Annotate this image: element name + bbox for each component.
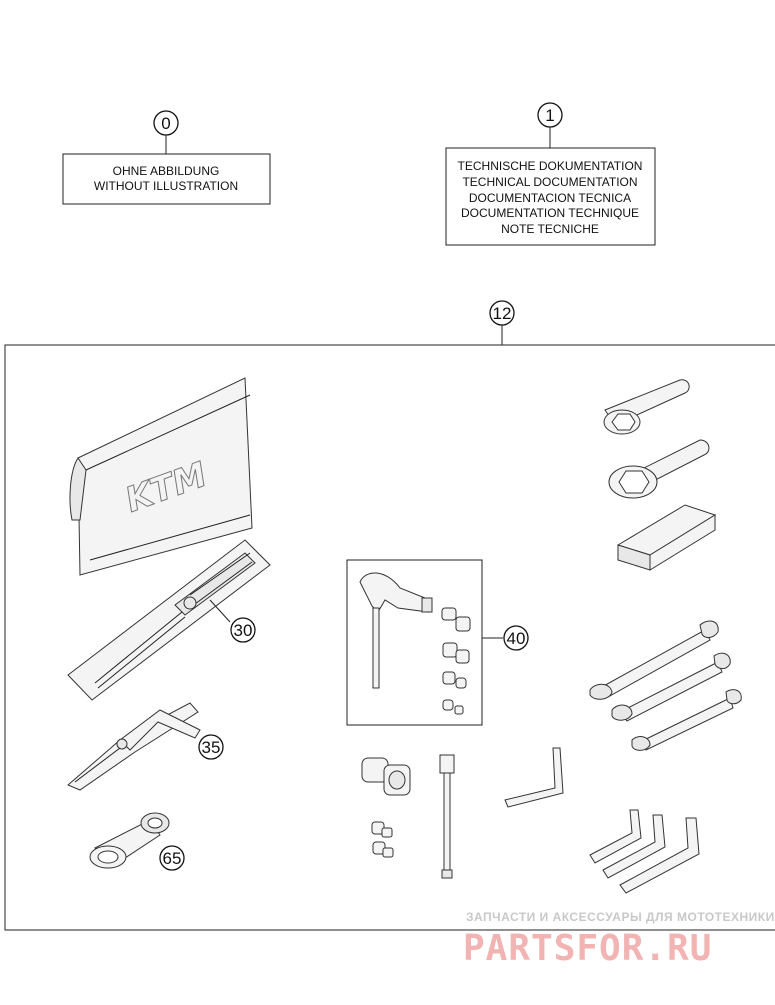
callout-35 — [199, 735, 223, 759]
extension-bar — [440, 755, 454, 878]
callout-12 — [490, 301, 514, 345]
ring-spanner — [90, 813, 169, 868]
callout-30 — [231, 618, 255, 642]
callout-1-line-2: TECHNICAL DOCUMENTATION — [462, 175, 638, 189]
callout-1-line-1: TECHNISCHE DOKUMENTATION — [457, 159, 643, 173]
callout-1-line-5: NOTE TECNICHE — [501, 222, 599, 236]
callout-12-number: 12 — [492, 304, 512, 323]
callout-0-line-1: OHNE ABBILDUNG — [112, 164, 220, 178]
callout-65-number: 65 — [162, 849, 182, 868]
callout-0 — [63, 111, 270, 204]
callout-1 — [446, 103, 655, 245]
callout-1-number: 1 — [545, 106, 555, 125]
hex-bit-set — [347, 560, 503, 725]
spoke-wrenches — [604, 380, 709, 498]
tool-block — [618, 505, 715, 570]
callout-35-number: 35 — [201, 738, 221, 757]
watermark — [463, 910, 775, 969]
callout-0-line-2: WITHOUT ILLUSTRATION — [93, 179, 239, 193]
watermark-top-text: ЗАПЧАСТИ И АКСЕССУАРЫ ДЛЯ МОТОТЕХНИКИ — [466, 910, 775, 924]
socket-and-adapters — [362, 758, 410, 857]
hex-key-single — [505, 748, 563, 807]
callout-40 — [504, 626, 528, 650]
allen-key-set — [590, 810, 699, 893]
callout-0-number: 0 — [161, 114, 171, 133]
callout-65 — [160, 846, 184, 870]
tool-pouch — [70, 378, 252, 575]
callout-1-line-4: DOCUMENTATION TECHNIQUE — [460, 206, 640, 220]
callout-1-line-3: DOCUMENTACION TECNICA — [468, 191, 632, 205]
open-end-wrenches — [590, 621, 741, 750]
watermark-big-text: PARTSFOR.RU — [463, 928, 713, 969]
callout-40-number: 40 — [506, 629, 526, 648]
callout-30-number: 30 — [233, 621, 253, 640]
pouch-logo: KTM — [120, 454, 213, 521]
pliers — [68, 703, 200, 790]
